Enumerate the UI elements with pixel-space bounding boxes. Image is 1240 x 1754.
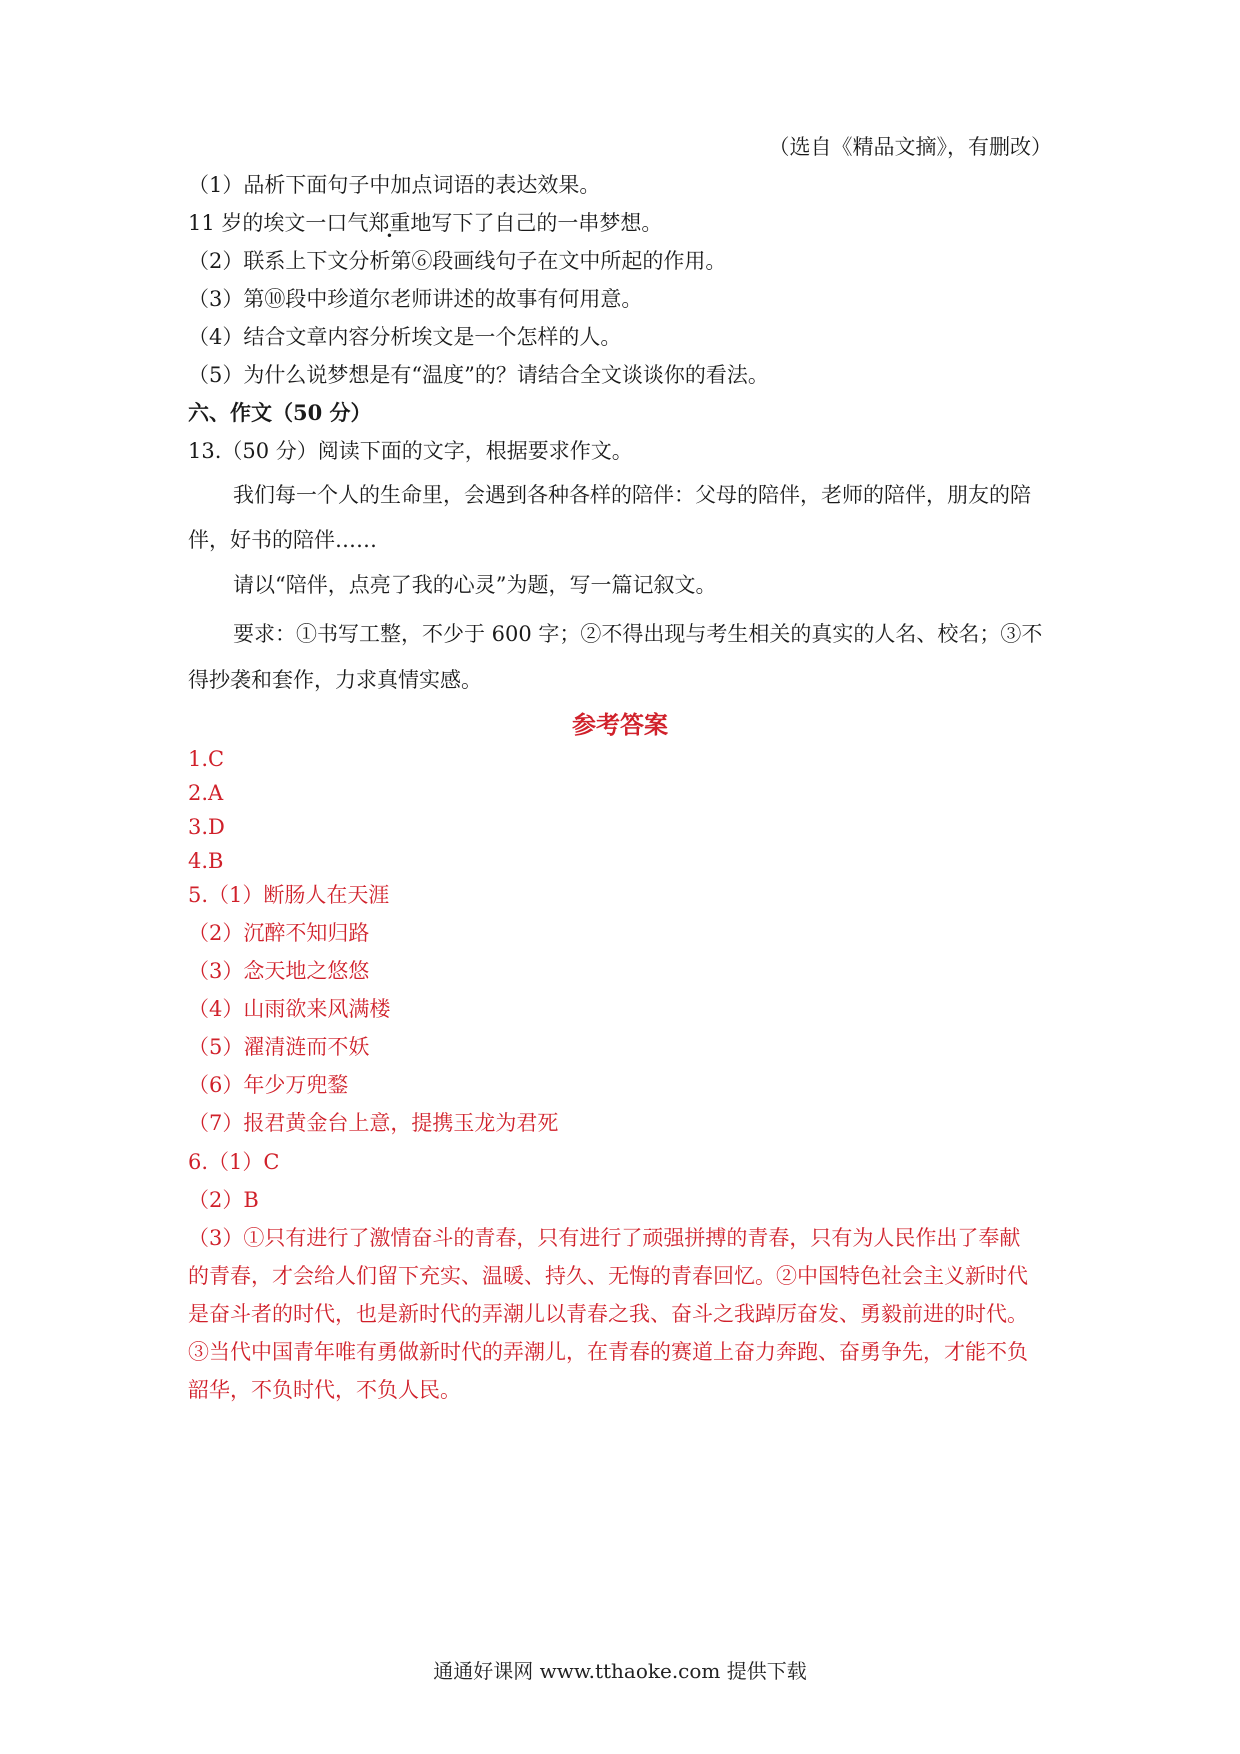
question-3: （3）第⑩段中珍道尔老师讲述的故事有何用意。 — [188, 287, 643, 311]
answer-5-5: （5）濯清涟而不妖 — [188, 1035, 370, 1059]
answer-5-7: （7）报君黄金台上意，提携玉龙为君死 — [188, 1111, 559, 1135]
answer-6-3-line4: ③当代中国青年唯有勇做新时代的弄潮儿，在青春的赛道上奋力奔跑、奋勇争先，才能不负 — [188, 1340, 1028, 1364]
essay-para1-line2: 伴，好书的陪伴…… — [188, 528, 377, 552]
question-2: （2）联系上下文分析第⑥段画线句子在文中所起的作用。 — [188, 249, 727, 273]
essay-para3-line2: 得抄袭和套作，力求真情实感。 — [188, 668, 482, 692]
essay-para1-line1: 我们每一个人的生命里，会遇到各种各样的陪伴：父母的陪伴，老师的陪伴，朋友的陪 — [233, 483, 1031, 507]
section-heading: 六、作文（50 分） — [188, 400, 372, 425]
essay-para2: 请以“陪伴，点亮了我的心灵”为题，写一篇记叙文。 — [233, 573, 717, 597]
answer-1: 1.C — [188, 747, 225, 771]
question-1-sentence: 11 岁的埃文一口气郑重地写下了自己的一串梦想。 — [188, 211, 663, 235]
answer-6-3-line3: 是奋斗者的时代，也是新时代的弄潮儿以青春之我、奋斗之我踔厉奋发、勇毅前进的时代。 — [188, 1302, 1028, 1326]
answer-6-2: （2）B — [188, 1188, 259, 1212]
answers-title: 参考答案 — [572, 710, 668, 739]
question-4: （4）结合文章内容分析埃文是一个怎样的人。 — [188, 325, 622, 349]
footer-credit: 通通好课网 www.tthaoke.com 提供下载 — [433, 1659, 807, 1683]
dotted-word: 郑重 — [368, 211, 411, 235]
question-5: （5）为什么说梦想是有“温度”的？请结合全文谈谈你的看法。 — [188, 363, 769, 387]
answer-4: 4.B — [188, 849, 224, 873]
essay-para3-line1: 要求：①书写工整，不少于 600 字；②不得出现与考生相关的真实的人名、校名；③不 — [233, 622, 1043, 646]
answer-2: 2.A — [188, 781, 224, 805]
answer-6-3-line2: 的青春，才会给人们留下充实、温暖、持久、无悔的青春回忆。②中国特色社会主义新时代 — [188, 1264, 1028, 1288]
source-note: （选自《精品文摘》，有删改） — [768, 135, 1052, 159]
essay-item: 13.（50 分）阅读下面的文字，根据要求作文。 — [188, 439, 633, 463]
answer-5-2: （2）沉醉不知归路 — [188, 921, 370, 945]
answer-6-3-line1: （3）①只有进行了激情奋斗的青春，只有进行了顽强拼搏的青春，只有为人民作出了奉献 — [188, 1226, 1021, 1250]
answer-6-1: 6.（1）C — [188, 1150, 280, 1174]
question-1: （1）品析下面句子中加点词语的表达效果。 — [188, 173, 601, 197]
answer-5-3: （3）念天地之悠悠 — [188, 959, 370, 983]
answer-3: 3.D — [188, 815, 225, 839]
answer-5-1: 5.（1）断肠人在天涯 — [188, 883, 390, 907]
answer-5-4: （4）山雨欲来风满楼 — [188, 997, 391, 1021]
answer-6-3-line5: 韶华，不负时代，不负人民。 — [188, 1378, 461, 1402]
answer-5-6: （6）年少万兜鍪 — [188, 1073, 349, 1097]
